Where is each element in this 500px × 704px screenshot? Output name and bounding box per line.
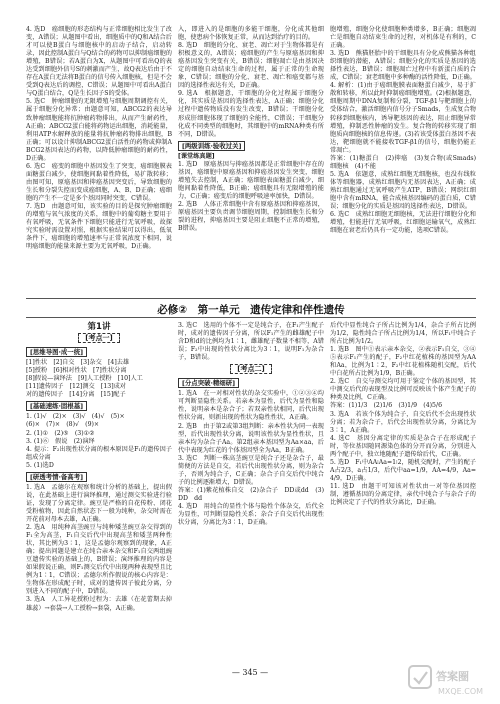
answer-line: 对的遗传因子 [14]分离 [15]配子 bbox=[26, 391, 126, 399]
answer-paragraph: 3. 选D 熊猫胚胎中的干细胞具有分化成熊猫各种组织细胞的潜能，A错误；细胞分化的实质是基因的选择性表达，B错误；细胞凋亡过程中有新蛋白质的合成，C错误；衰老细胞中多种酶的活性降低，D正确。 bbox=[330, 50, 476, 82]
answer-paragraph: 1. 选B 图中①表示亲本杂交，②表示F₁自交，③④⑤表示F₁产生的配子，F₂中红花植株的基因型为AA和Aa，比例为1∶2，F₂中红花植株随机交配，后代中白花所占比例为1/9，B正确。 bbox=[330, 346, 476, 378]
section-heading: [两级训练·验收过关] bbox=[178, 141, 245, 151]
answer-paragraph: 8. 选D 细胞的分化、衰老、凋亡对于生物体都是有积极意义的，A错误；癌细胞的产生与原癌基因和抑癌基因发生突变有关，B错误；细胞凋亡是由基因决定的细胞自动结束生命的过程，属于正常的生命现象，C错误；细胞的分化、衰老、凋亡和癌变都与基因的选择性表达有关，D正确。 bbox=[178, 42, 324, 90]
answer-paragraph: 后代中显性纯合子所占比例为1/4，杂合子所占比例为1/2，隐性纯合子所占比例为1/4，所以F₁中纯合子所占比例为1/2。 bbox=[330, 322, 476, 346]
answer-paragraph: 答案：(1)紫花植株自交 (2)杂合子 DD或dd (3)DD dd bbox=[178, 486, 324, 502]
unit-heading: 必修② 第一单元 遗传定律和伴性遗传 bbox=[157, 304, 345, 316]
section-heading: [思维导图·成一统] bbox=[26, 347, 87, 357]
answer-paragraph: 1. 选D 原癌基因与抑癌基因都是正常细胞中存在的基因，癌细胞中原癌基因和抑癌基因发生突变，细胞增殖失去控制，A正确；癌细胞表面糖蛋白减少，细胞间黏着性降低，B正确；癌细胞具有无限增殖的能力，C正确；癌变后的细胞呼吸速率加快，D错误。 bbox=[178, 160, 324, 200]
answer-column-bottom-right bbox=[330, 322, 476, 507]
section-heading: [分点突破·精细研] bbox=[178, 378, 239, 388]
answer-line: [8]假说—演绎法 [9]人工授粉 [10]人工 bbox=[26, 375, 143, 383]
lecture-title: 第1讲 bbox=[87, 322, 111, 332]
answer-line: (6)× (7)× (8)√ (9)× bbox=[26, 421, 100, 429]
answer-paragraph: 4. 选D 用纯合的显性个体与隐性个体杂交，后代全为显性，可判断显隐性关系；杂合子自交后代出现性状分离，分离比为3∶1，D正确。 bbox=[178, 502, 324, 527]
answer-paragraph: 3. 选A 若该个体为纯合子，自交后代不会出现性状分离；若为杂合子，后代会出现性状分离，分离比为3∶1，A正确。 bbox=[330, 410, 476, 434]
answer-line: [1]性状 [2]自交 [3]杂交 [4]去雄 bbox=[26, 359, 130, 367]
section-divider bbox=[26, 317, 476, 318]
answer-line: [5]授粉 [6]相对性状 [7]性状分离 bbox=[26, 367, 127, 375]
answer-paragraph: 4. 解析：(1)由于癌细胞膜表面糖蛋白减少，易于扩散和转移，所以此时抑制癌细胞增殖。(2)根据题意，细胞周期中DNA复制和分裂，TGF-β1与靶细胞上的受体结合，激活细胞内信号分子Smads，生成复合物转移到细胞核内，诱导靶基因的表达，阻止细胞异常增殖，抑制恶性肿瘤的发生。复合物的转移实现了细胞质向细胞核的信息传递。(3)若该受体蛋白基因不表达，靶细胞就不能接收TGF-β1的信号，细胞仍能正常凋亡。 bbox=[330, 82, 476, 154]
answer-paragraph: 6. 选C 成熟红细胞无细胞核，无法进行细胞分化和增殖，但能进行无氧呼吸，红细胞运输氧气，成熟红细胞在衰老后仍具有一定功能，选项C错误。 bbox=[330, 211, 476, 235]
section-heading: [基础速练·固根基] bbox=[26, 401, 87, 411]
section-heading: [研透考情·备高考] bbox=[26, 472, 87, 482]
answer-line: 5. (1)选D bbox=[26, 461, 54, 469]
answer-paragraph: 11. 选D 由题干可知该对性状由一对等位基因控制，遵循基因的分离定律，亲代中纯合子与杂合子的比例决定了子代的性状分离比，D正确。 bbox=[330, 482, 476, 507]
answer-paragraph: 5. 选C 肿瘤细胞的无限增殖与细胞周期调控有关，属于细胞分化异常；由题意可知，ABCG2的表达导致肿瘤细胞能将抗肿瘤药物排出，从而产生耐药性，A正确；ABCG2蛋白能将药物运出细胞，消耗能量，利用ATP水解释放的能量将抗肿瘤药物排出细胞，B正确；可以设计抑制ABCG2蛋白活性的药物或抑制ABCG2基因表达的药物，以降低肿瘤细胞的耐药性，D正确。 bbox=[26, 98, 172, 162]
topic-label bbox=[178, 364, 324, 374]
section-divider bbox=[26, 298, 476, 299]
answer-column-top-left bbox=[26, 26, 172, 251]
answer-paragraph: 9. 选A 根据题意，干细胞的分化过程属于细胞分化，其实质是基因的选择性表达，A正确；细胞分化过程中遗传物质没有发生改变，B错误；干细胞分化形成肝细胞体现了细胞的全能性，C错误；干细胞分化成不同类型的细胞时，其细胞中的mRNA种类有所不同，D错误。 bbox=[178, 90, 324, 138]
answer-paragraph: 2. 选C 自交与测交均可用于鉴定个体的基因型，其中测交后代的表现型及比例可反映该个体产生配子的种类及比例，C正确。 bbox=[330, 378, 476, 402]
answer-paragraph: 5. 选D F₁中AA∶Aa=1∶2，随机交配时，产生的配子A占2/3，a占1/3，后代中aa=1/9，AA=4/9，Aa=4/9，D正确。 bbox=[330, 458, 476, 482]
answer-paragraph: 2. 选B 由于第2或第3组判断：亲本性状为同一表现型，后代出现性状分离，说明该性状为显性性状，且亲本均为杂合子Aa。第2组亲本基因型为Aa×aa，后代中表现为红花的个体基因型全为Aa，B正确。 bbox=[178, 422, 324, 454]
page-number: — 345 — bbox=[231, 668, 269, 677]
answer-paragraph: 胞增殖，细胞分化使细胞种类增多，B正确；细胞凋亡是细胞自动结束生命的过程，对机体是有利的，C正确。 bbox=[330, 26, 476, 50]
answer-paragraph: 5. 选A 依题意，成熟红细胞无细胞核，也没有线粒体等细胞器，成熟红细胞内无基因表达，A正确；成熟红细胞通过无氧呼吸产生ATP，B错误；网织红细胞中含有mRNA，能合成核基因编码的蛋白质，C错误；细胞分化的实质是基因的选择性表达，D错误。 bbox=[330, 170, 476, 211]
answer-paragraph: 1. 选A 在一对相对性状的杂交实验中，①②③④均可判断显隐性关系。若亲本为显性，后代为显性和隐性，说明亲本是杂合子；若双亲性状相同，后代出现性状分离，则新出现的性状为隐性性状，A正确。 bbox=[178, 390, 324, 422]
answer-line: 2. (1)① (2)⑤ (3)①② bbox=[26, 429, 95, 437]
svg-text:答案圈: 答案圈 bbox=[436, 670, 469, 683]
topic-label-text: [考点二] bbox=[230, 364, 271, 374]
answer-column-top-middle bbox=[178, 26, 324, 233]
answer-paragraph: 6. 选C 癌变的细胞中基因发生了突变，癌细胞膜表面糖蛋白减少，使细胞间黏着性降低，易扩散转移；由图可知，原癌基因和抑癌基因突变后，导致细胞的生长和分裂失控而变成癌细胞，A、B、D正确；癌细胞的产生不一定是多个基因同时突变，C错误。 bbox=[26, 162, 172, 202]
answer-column-bottom-left bbox=[26, 322, 172, 613]
svg-text:MXQE.COM: MXQE.COM bbox=[438, 687, 484, 696]
answer-paragraph: 3. 选C 选用的个体不一定是纯合子，在F₁产生配子时，成对的遗传因子分离，所以F₁产生的雌雄配子中含D和d的比例均为1∶1，雌雄配子数量不相等，A错误；F₂中出现的性状分离比为3∶1，说明F₁为杂合子，B错误。 bbox=[178, 322, 324, 362]
answer-paragraph: 2. 选B 人体正常细胞中含有原癌基因和抑癌基因，原癌基因主要负责调节细胞周期，控制细胞生长和分裂的进程，抑癌基因主要是阻止细胞不正常的增殖，B错误。 bbox=[178, 200, 324, 233]
answer-paragraph: 3. 选C 判断一株高茎豌豆是纯合子还是杂合子，最简便的方法是自交，若后代出现性状分离，则为杂合子，否则为纯合子，C正确；杂合子自交后代中纯合子的比例逐渐增大，D错误。 bbox=[178, 454, 324, 486]
answer-paragraph: 入，即进入的是细胞的多能干细胞，分化成其他细胞，使患病个体恢复正常，从而达到治疗的目的。 bbox=[178, 26, 324, 42]
answer-paragraph: 答案：(1)糖蛋白 (2)抑癌 (3)复合物(或Smads) 细胞核 (4)不能 bbox=[330, 154, 483, 170]
answer-column-bottom-middle bbox=[178, 322, 324, 527]
answer-line: [11]遗传因子 [12]测交 [13]成对 bbox=[26, 383, 126, 391]
answer-paragraph: 4. 选C 基因分离定律的实质是杂合子在形成配子时，等位基因随同源染色体的分开而分离，分别进入两个配子中，独立地随配子遗传给后代，C正确。 bbox=[330, 434, 476, 458]
subsection-heading: [课堂练真题] bbox=[178, 152, 215, 160]
answer-paragraph: 1. 选A 孟德尔在观察和统计分析的基础上，提出假说，在此基础上进行演绎推理，通过测交实验进行验证，发现了分离定律。豌豆是严格的自花传粉、闭花受粉植物，因此自然状态下一般为纯种，杂交时需在开花前对母本去雄，A正确。 bbox=[26, 483, 172, 523]
answer-paragraph: 3. 选A 人工异花授粉过程为：去雄（在花蕾期去掉雄蕊）→套袋→人工授粉→套袋，A正确。 bbox=[26, 596, 172, 612]
answer-paragraph: 7. 选D 由题意可知，该实验的目的是探究肿瘤细胞的增殖与氧气浓度的关系，细胞中的葡萄糖主要用于有氧呼吸，无氧条件下细胞只能进行无氧呼吸，故探究实验时需设置对照，根据实验结果可以得出，低氧条件下，癌细胞的增殖速率与正常氧浓度下相同，说明癌细胞的能量来源主要为无氧呼吸，D正确。 bbox=[26, 203, 172, 251]
answer-paragraph: 2. 选A 用纯种高茎豌豆与纯种矮茎豌豆杂交得到的F₁全为高茎，F₁自交后代中出现高茎和矮茎两种性状，其比例为3∶1，这是孟德尔观察到的现象，A正确；提出问题是建立在纯合亲本杂交和F₁自交两组豌豆遗传实验的基础上的，B错误；演绎推理的内容是如果假说正确，则F₁测交后代中出现两种表现型且比例为1∶1，C错误；孟德尔所作假说的核心内容是：生物体在形成配子时，成对的遗传因子彼此分离，分别进入不同的配子中，D错误。 bbox=[26, 524, 172, 596]
topic-label bbox=[26, 333, 172, 343]
answer-line: 3. (1)⑥ 假说 (2)演绎 bbox=[26, 437, 95, 445]
topic-label-text: [考点一] bbox=[78, 333, 119, 343]
answer-line: 4. 提示：F₂出现性状分离的根本原因是F₁的遗传因子组成分离 bbox=[26, 445, 172, 461]
answer-paragraph: 答案：(1)1/3 (2)1/6 (3)1/9 (4)5/6 bbox=[330, 402, 443, 410]
answer-line: 1. (1)√ (2)× (3)√ (4)√ (5)× bbox=[26, 413, 125, 421]
answer-column-top-right bbox=[330, 26, 483, 235]
answer-paragraph: 4. 选D 癌细胞的形态结构与正常细胞相比发生了改变，A错误；从题图中看出，细胞质中的Q和A结合后才可以使B蛋白与细胞核中的启动子结合，启动转录，因此控制A蛋白与Q结合的药物可以抑制癌细胞的增殖，B错误；若A蛋白为X，从题图中可看出Q的表达受到细胞外信号S的刺激而产生，故Q表达后由于不存在A蛋白无法将B蛋白的信号传入细胞核，但是不会受到Q表达后的调控，C错误；从题图中可看出A蛋白与Q蛋白结合，Q是生长因子S的受体。 bbox=[26, 26, 172, 98]
watermark-logo bbox=[408, 664, 496, 700]
